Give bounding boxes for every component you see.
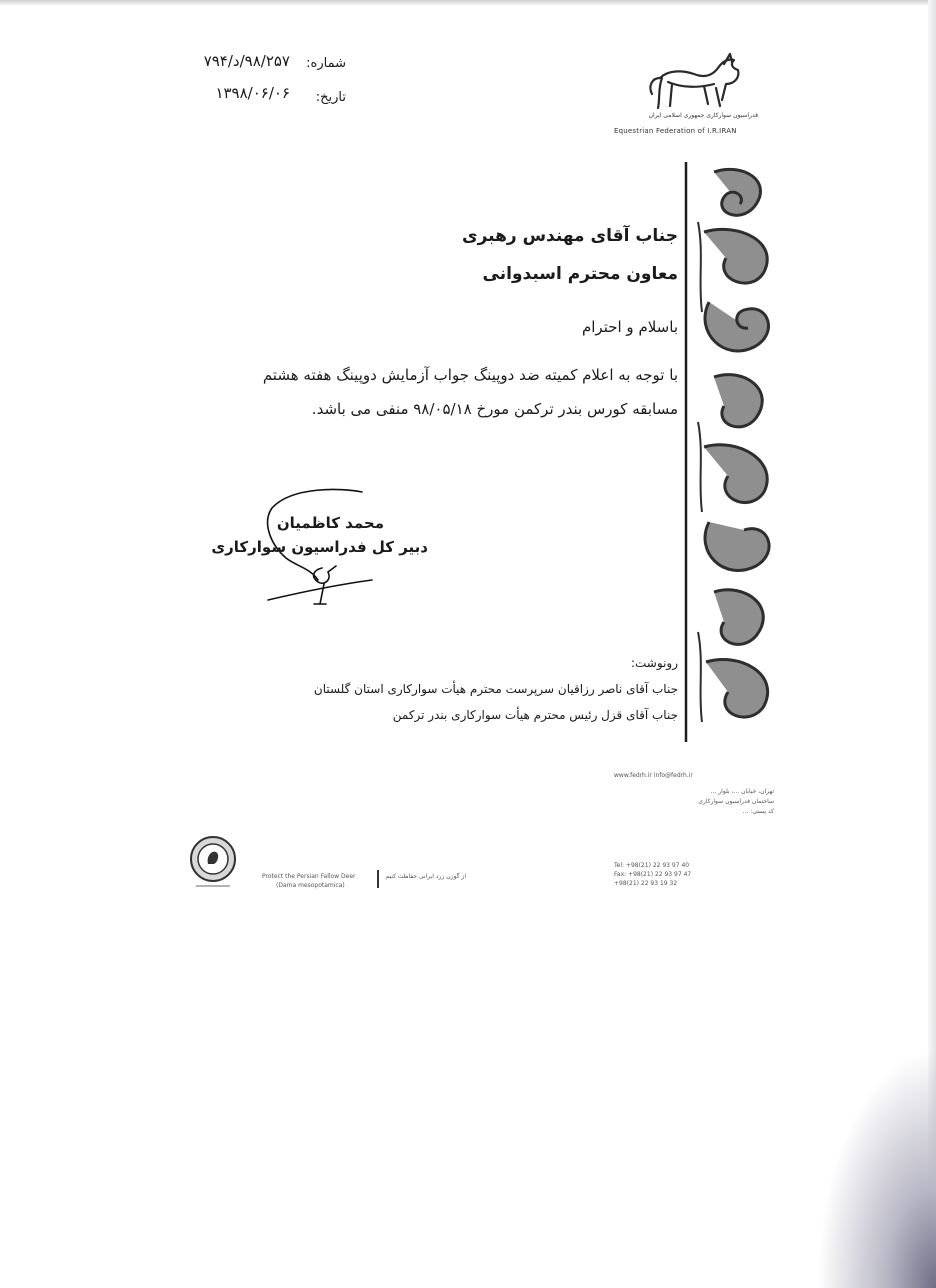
greeting: باسلام و احترام (581, 318, 678, 336)
scan-shadow (816, 1048, 936, 1288)
number-label: شماره: (306, 56, 346, 71)
ornament-border (684, 162, 784, 742)
date-value: ۱۳۹۸/۰۶/۰۶ (215, 84, 290, 102)
signer-name: محمد کاظمیان (276, 514, 384, 532)
cc-item-1: جناب آقای ناصر رزاقیان سرپرست محترم هیأت سوارکاری استان گلستان (313, 682, 678, 696)
signer-title: دبیر کل فدراسیون سوارکاری (211, 538, 428, 556)
recipient-line-1: جناب آقای مهندس رهبری (462, 226, 678, 246)
body-line-1: با توجه به اعلام کمیته ضد دوپینگ جواب آزمایش دوپینگ هفته هشتم (262, 366, 678, 384)
footer-contact-en-2: Fax: +98(21) 22 93 97 47 (614, 871, 692, 878)
campaign-en: Protect the Persian Fallow Deer (262, 873, 356, 880)
logo-text-en: Equestrian Federation of I.R.IRAN (614, 127, 737, 135)
footer-contact-fa-2: ساختمان فدراسیون سوارکاری (698, 798, 774, 805)
footer-contact-fa-1: تهران، خیابان ...، بلوار ... (710, 788, 774, 795)
logo-text-fa: فدراسیون سوارکاری جمهوری اسلامی ایران (648, 112, 758, 119)
scan-edge-top (0, 0, 936, 5)
deer-emblem-icon (186, 834, 240, 888)
cc-item-2: جناب آقای قزل رئیس محترم هیأت سوارکاری بندر ترکمن (392, 708, 678, 722)
footer-contact-en-3: +98(21) 22 93 19 32 (614, 880, 678, 887)
campaign-divider (377, 870, 379, 888)
cc-heading: رونوشت: (630, 656, 678, 670)
number-value: ۹۸/۲۵۷/د/۷۹۴ (203, 52, 290, 70)
campaign-fa: از گوزن زرد ایرانی حفاظت کنیم (385, 873, 466, 880)
body-line-2: مسابقه کورس بندر ترکمن مورخ ۹۸/۰۵/۱۸ منفی می باشد. (311, 400, 678, 418)
footer-web-email: www.fedrh.ir info@fedrh.ir (614, 772, 693, 779)
campaign-en-2: (Dama mesopotamica) (276, 882, 345, 889)
footer-contact-fa-3: کد پستی: ... (742, 808, 774, 815)
recipient-line-2: معاون محترم اسبدوانی (482, 264, 678, 284)
date-label: تاریخ: (315, 90, 346, 105)
footer-contact-en-1: Tel: +98(21) 22 93 97 40 (614, 862, 690, 869)
